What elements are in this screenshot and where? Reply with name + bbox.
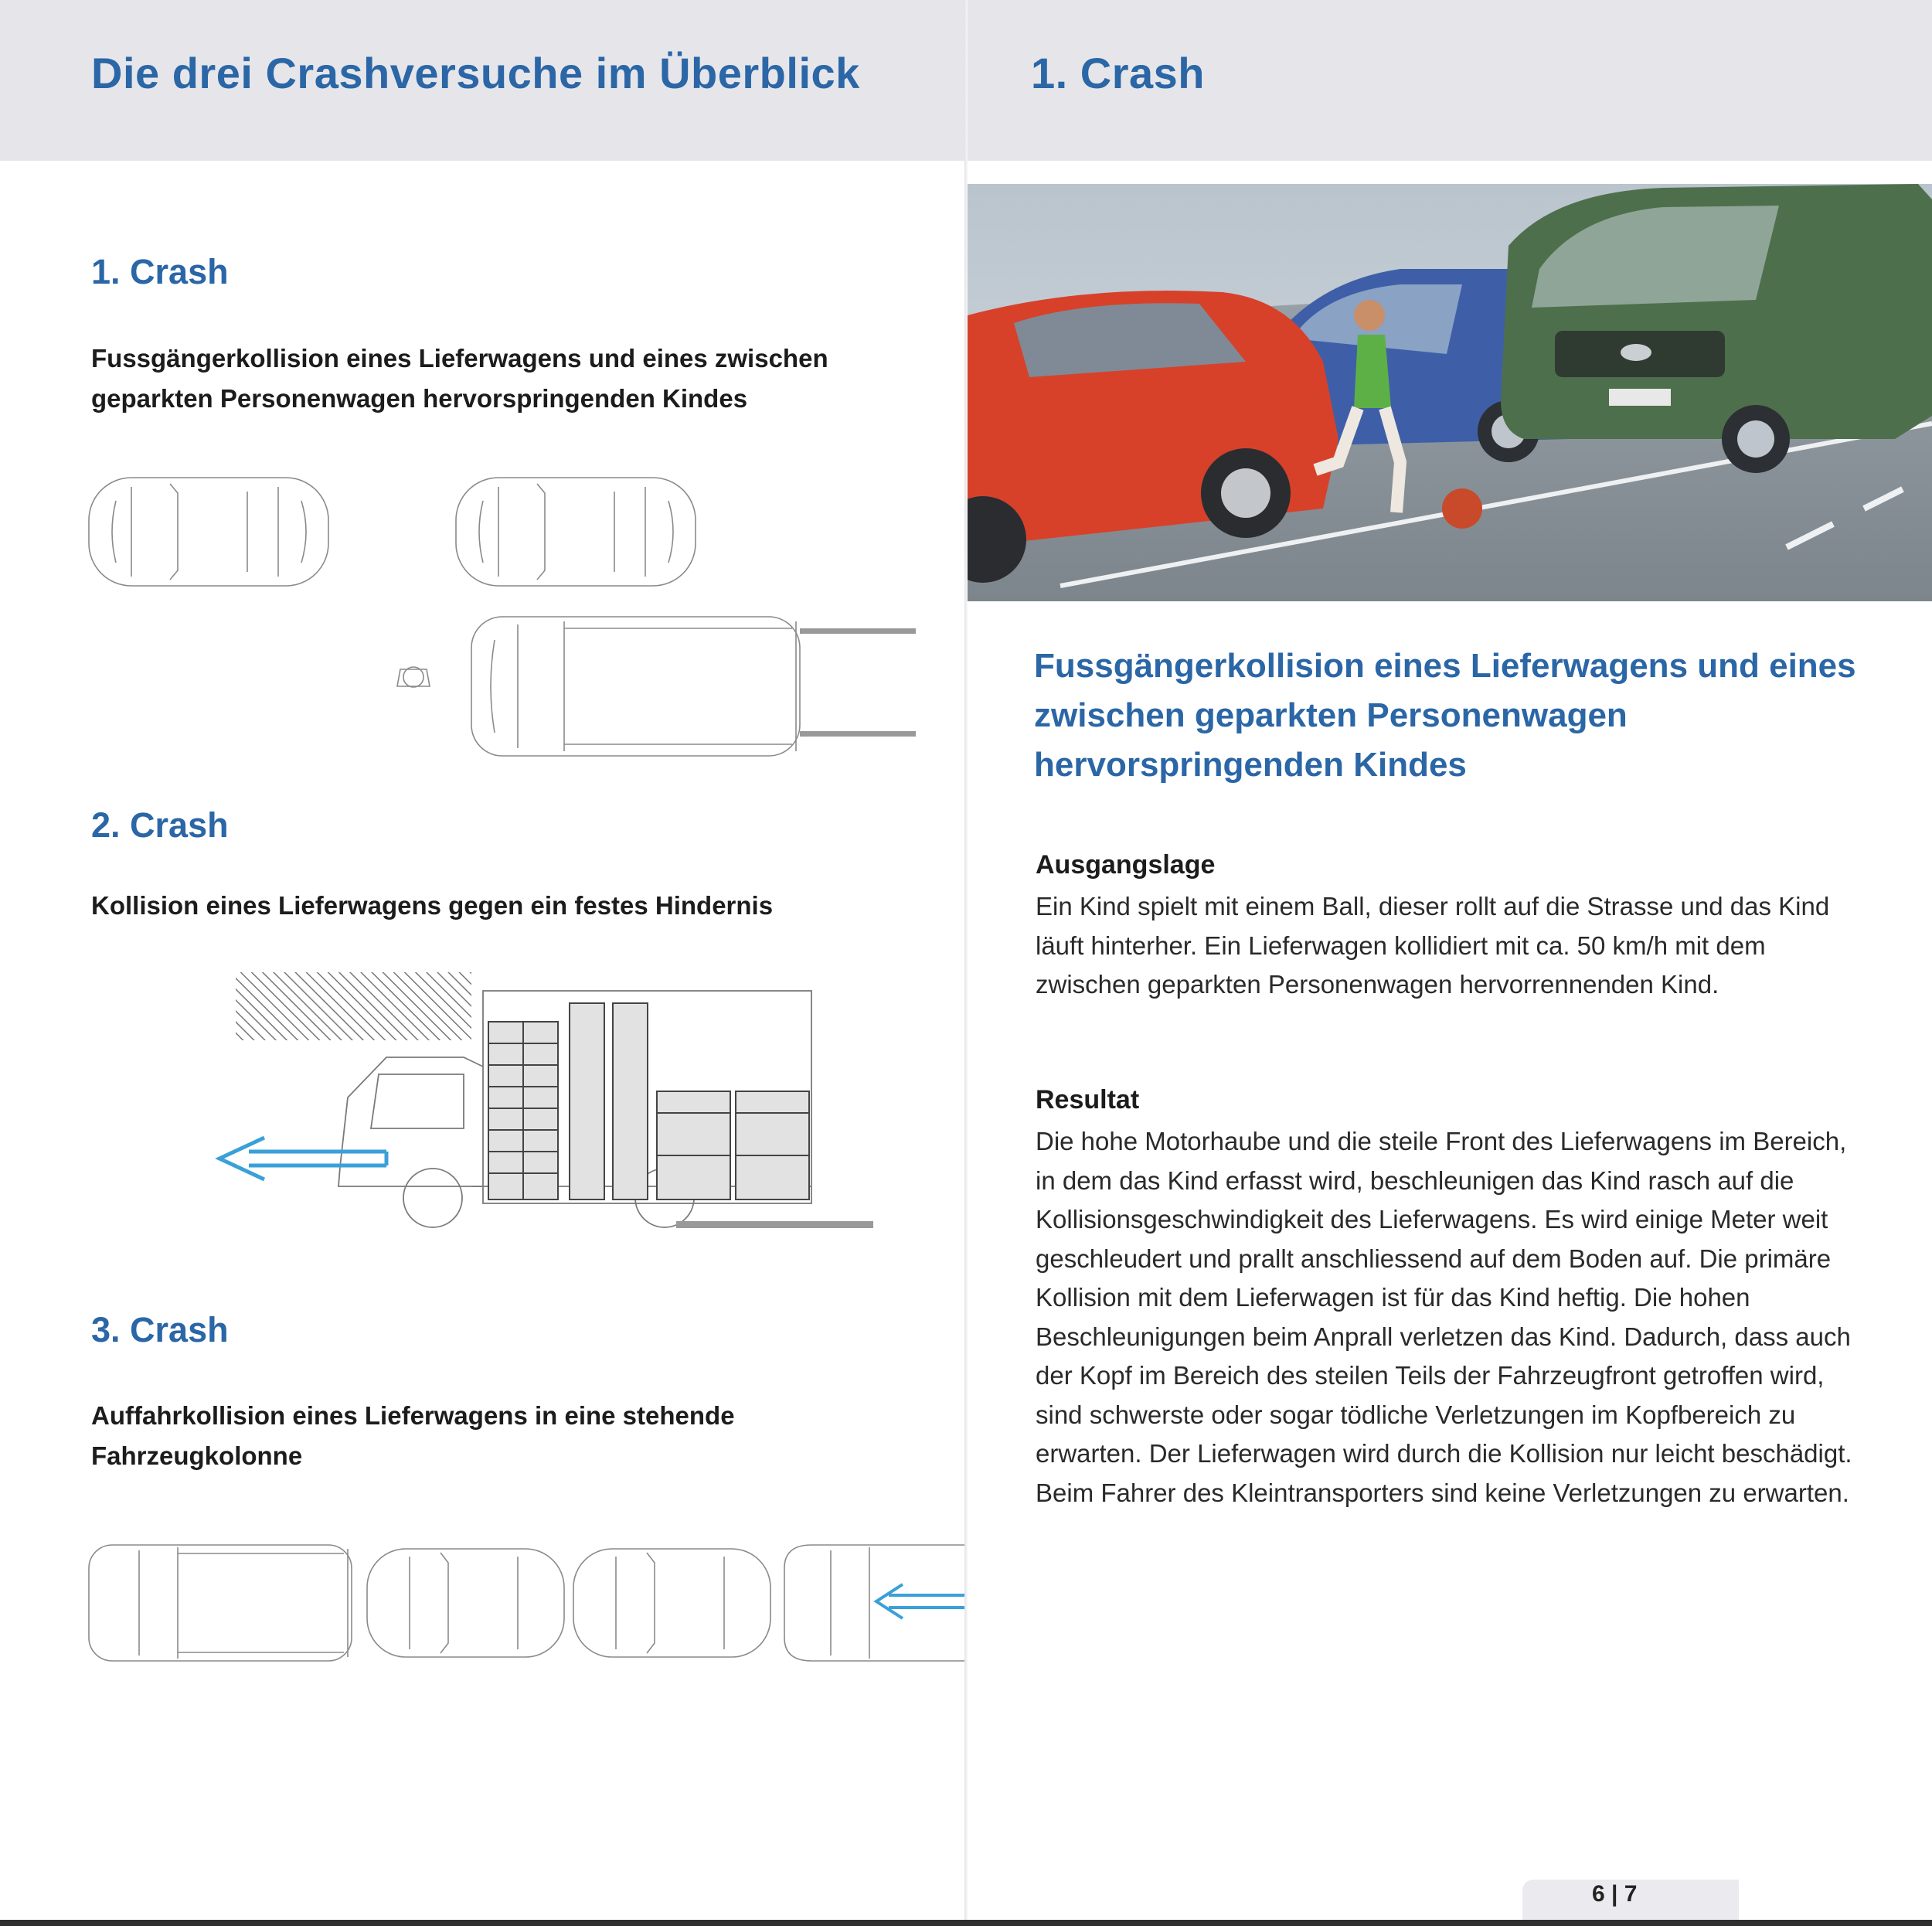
child-topview-icon	[397, 667, 430, 687]
article-headline: Fussgängerkollision eines Lieferwagens und eines zwischen geparkten Personenwagen hervorspringenden Kindes	[1034, 647, 1856, 784]
van-topview-icon	[89, 1545, 352, 1661]
right-page-title: 1. Crash	[1031, 49, 1205, 97]
van-topview-icon	[471, 617, 800, 756]
crash-1-diagram	[85, 470, 920, 795]
section-heading-ausgangslage: Ausgangslage	[1036, 850, 1216, 880]
car-topview-icon	[573, 1549, 770, 1657]
right-page	[968, 0, 1932, 1926]
car-topview-icon	[89, 478, 328, 586]
skid-mark	[800, 628, 916, 634]
crash-1-title: 1. Crash	[91, 252, 229, 291]
page-number: 6 | 7	[1592, 1881, 1638, 1907]
car-topview-icon	[456, 478, 696, 586]
section-text-resultat: Die hohe Motorhaube und die steile Front des Lieferwagens im Bereich, in dem das Kind erfasst wird, beschleunigen das Kind rasch auf die Kollisionsgeschwindigkeit des Lieferwagens. Es wird einige Meter weit geschleudert und prallt anschliessend auf dem Boden auf. Die primäre Kollision mit dem Lieferwagen ist für das Kind heftig. Die hohen Beschleunigungen beim Anprall verletzen das Kind. Dadurch, dass auch der Kopf im Bereich des steilen Teils der Fahrzeugfront getroffen wird, sind schwerste oder sogar tödliche Verletzungen im Kopfbereich zu erwarten. Der Lieferwagen wird durch die Kollision nur leicht beschädigt. Beim Fahrer des Kleintransporters sind keine Verletzungen zu erwarten.	[1036, 1127, 1852, 1507]
left-header-band	[0, 0, 968, 161]
footer-line	[0, 1920, 1932, 1926]
arrow-left-icon	[219, 1138, 386, 1179]
crash-3-title: 3. Crash	[91, 1310, 229, 1349]
green-van	[1501, 184, 1932, 473]
crash-scene-illustration	[968, 184, 1932, 601]
page-number-tab	[1522, 1880, 1739, 1926]
skid-mark	[800, 731, 916, 737]
crash-2-title: 2. Crash	[91, 805, 229, 845]
section-text-ausgangslage: Ein Kind spielt mit einem Ball, dieser rollt auf die Strasse und das Kind läuft hinterher. Ein Lieferwagen kollidiert mit ca. 50 km/h mit dem zwischen geparkten Personenwagen hervorrennenden Kind.	[1036, 892, 1830, 999]
ball	[1442, 488, 1482, 529]
right-header-band	[968, 0, 1932, 161]
barrier-hatch-icon	[236, 972, 471, 1040]
car-topview-icon	[367, 1549, 564, 1657]
crash-2-description: Kollision eines Lieferwagens gegen ein festes Hindernis	[91, 891, 774, 920]
left-page-title: Die drei Crashversuche im Überblick	[91, 49, 860, 97]
crash-1-description: Fussgängerkollision eines Lieferwagens und eines zwischen geparkten Personenwagen hervorspringenden Kindes	[91, 344, 828, 413]
section-heading-resultat: Resultat	[1036, 1085, 1140, 1114]
crash-3-description: Auffahrkollision eines Lieferwagens in eine stehende Fahrzeugkolonne	[91, 1401, 735, 1470]
skid-mark	[676, 1221, 873, 1228]
crash-3-diagram	[85, 1533, 966, 1680]
cargo-load	[488, 1003, 809, 1199]
van-topview-icon	[784, 1545, 966, 1661]
crash-2-diagram	[201, 966, 881, 1244]
arrow-left-icon	[876, 1584, 966, 1618]
